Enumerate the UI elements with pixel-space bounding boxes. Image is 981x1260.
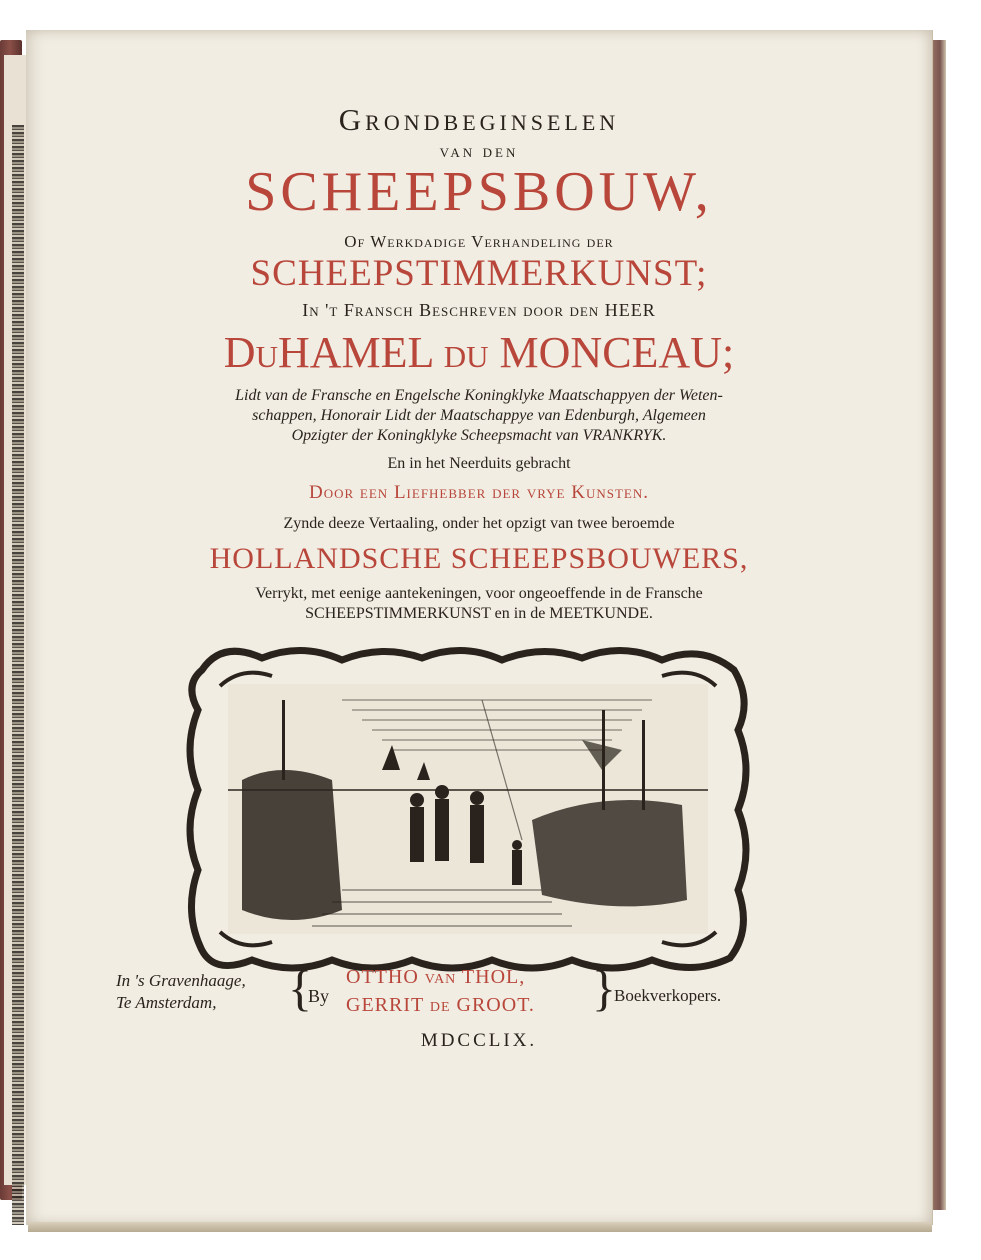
- page-bottom-edge: [28, 1222, 932, 1232]
- subtitle-line: Of Werkdadige Verhandeling der: [344, 232, 614, 251]
- publisher-role: Boekverkopers.: [614, 986, 722, 1005]
- translator-line: Door een Liefhebber der vrye Kunsten.: [309, 482, 649, 503]
- imprint-places: [116, 970, 246, 1014]
- title-main: SCHEEPSBOUW,: [245, 161, 713, 223]
- subtitle-main: SCHEEPSTIMMERKUNST;: [250, 253, 708, 294]
- imprint-place-1: In 's Gravenhaage,: [116, 971, 246, 990]
- imprint-by: By: [308, 986, 330, 1006]
- author-name: DuHAMEL du MONCEAU;: [223, 328, 735, 377]
- imprint-place-2: Te Amsterdam,: [116, 993, 217, 1012]
- notes-line-1: Verrykt, met eenige aantekeningen, voor ongeoeffende in de Fransche: [255, 585, 703, 602]
- publication-date: MDCCLIX.: [420, 1030, 538, 1051]
- title-line-1: Grondbeginselen: [338, 102, 620, 137]
- translated-line: En in het Neerduits gebracht: [387, 455, 571, 472]
- author-description-3: Opzigter der Koningklyke Scheepsmacht van VRANKRYK.: [291, 427, 667, 444]
- publisher-1: OTTHO van THOL,: [346, 966, 526, 988]
- author-description-2: schappen, Honorair Lidt der Maatschappye van Edenburgh, Algemeen: [252, 407, 706, 424]
- title-line-2: van den: [439, 141, 519, 161]
- notes-line-2: SCHEEPSTIMMERKUNST en in de MEETKUNDE.: [305, 605, 653, 622]
- left-brace: {: [288, 960, 312, 1016]
- shipbuilders-line: HOLLANDSCHE SCHEEPSBOUWERS,: [209, 542, 749, 575]
- title-page: [26, 30, 933, 1225]
- author-intro: In 't Fransch Beschreven door den HEER: [302, 300, 656, 320]
- engraved-plate-edge: [12, 125, 24, 1225]
- shipyard-engraving-icon: [182, 640, 754, 978]
- supervision-line: Zynde deeze Vertaaling, onder het opzigt van twee beroemde: [283, 515, 675, 532]
- right-brace: }: [592, 960, 616, 1016]
- author-description-1: Lidt van de Fransche en Engelsche Koningklyke Maatschappyen der Weten-: [235, 387, 723, 404]
- publisher-2: GERRIT de GROOT.: [346, 994, 535, 1016]
